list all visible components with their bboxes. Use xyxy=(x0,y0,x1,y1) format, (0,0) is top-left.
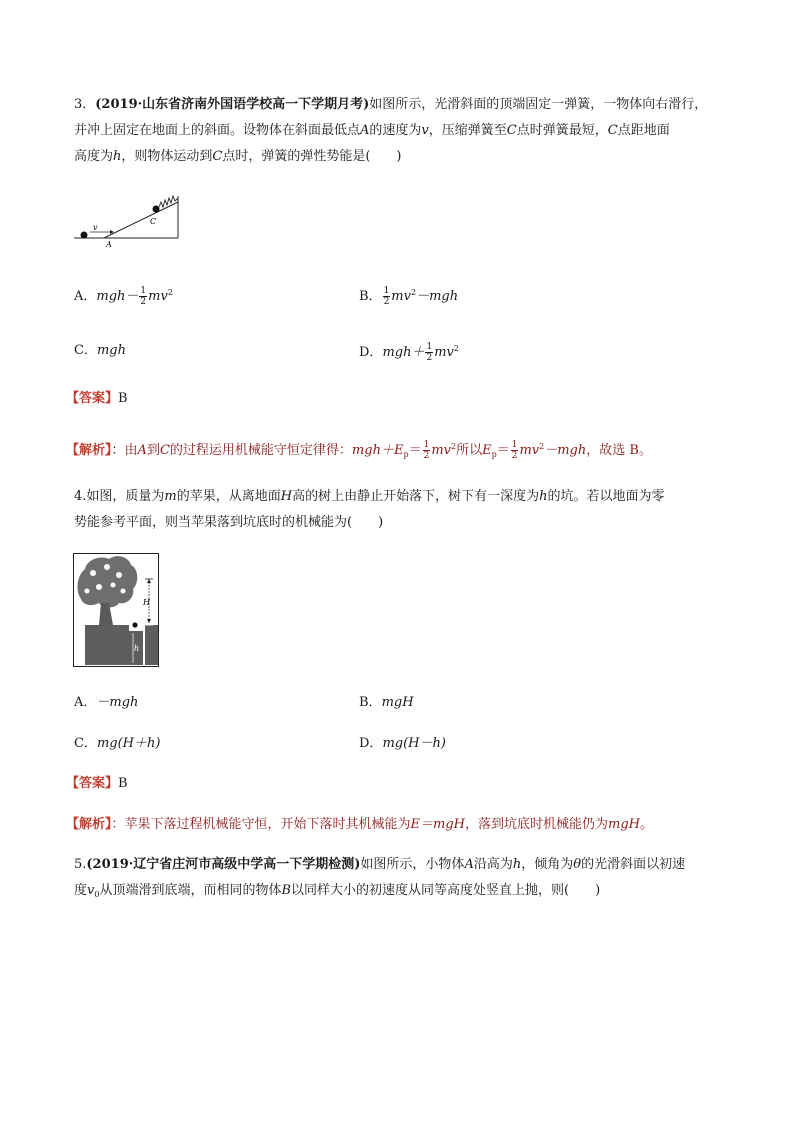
q3-line-2: 并冲上固定在地面上的斜面。设物体在斜面最低点A的速度为v，压缩弹簧至C点时弹簧最短，C点距地面 xyxy=(74,123,670,138)
q5-line-1: 5.(2019·辽宁省庄河市高级中学高一下学期检测)如图所示，小物体A沿高为h，倾角为θ的光滑斜面以初速 xyxy=(74,857,686,872)
q3-option-d: D．mgh＋ $\frac{1}{2}$ $mv^2$ xyxy=(359,342,459,363)
q4-option-d: D．mg(H－h) xyxy=(359,736,446,751)
svg-text:h: h xyxy=(134,644,140,653)
svg-text:C: C xyxy=(150,217,157,226)
q3-option-c: C．mgh xyxy=(74,343,126,358)
q3-option-b: B． $\frac{1}{2}$ $mv^2-mgh$ xyxy=(359,286,459,307)
q3-analysis: 【解析】：由A到C的过程运用机械能守恒定律得：$mgh+E_p=$ $\frac{1}{2}$ $mv^2$所以$E_p=$ $\frac{1}{2}$ $mv^2-mgh$，故选 B。 xyxy=(66,440,652,461)
question-number: 5. xyxy=(74,857,87,872)
incline-spring-figure xyxy=(74,192,186,248)
apple-tree-figure xyxy=(73,553,159,667)
svg-text:v: v xyxy=(93,223,98,232)
q4-option-c: C．mg(H＋h) xyxy=(74,736,161,751)
q3-line-1: 3．(2019·山东省济南外国语学校高一下学期月考)如图所示，光滑斜面的顶端固定一弹簧，一物体向右滑行， xyxy=(74,97,708,112)
q4-analysis: 【解析】：苹果下落过程机械能守恒，开始下落时其机械能为E＝mgH，落到坑底时机械能仍为mgH。 xyxy=(66,817,654,832)
q4-option-a: A．－mgh xyxy=(74,695,139,710)
svg-text:A: A xyxy=(106,240,112,248)
q3-answer: 【答案】B xyxy=(66,391,128,406)
q3-line-3: 高度为h，则物体运动到C点时，弹簧的弹性势能是( ) xyxy=(74,149,402,164)
q4-option-b: B．mgH xyxy=(359,695,414,710)
q3-option-a: A．mgh－ $\frac{1}{2}$ $mv^2$ xyxy=(74,286,173,307)
question-source: (2019·辽宁省庄河市高级中学高一下学期检测) xyxy=(86,857,361,872)
q4-answer: 【答案】B xyxy=(66,776,128,791)
q5-line-2: 度$v_0$从顶端滑到底端，而相同的物体B以同样大小的初速度从同等高度处竖直上抛，则( ) xyxy=(74,883,601,899)
q4-line-1: 4.如图，质量为m的苹果，从离地面H高的树上由静止开始落下，树下有一深度为h的坑。若以地面为零 xyxy=(74,489,665,504)
svg-text:H: H xyxy=(143,598,150,607)
question-number: 4. xyxy=(74,489,87,504)
q4-line-2: 势能参考平面，则当苹果落到坑底时的机械能为( ) xyxy=(74,515,384,530)
question-number: 3． xyxy=(74,97,96,112)
question-source: (2019·山东省济南外国语学校高一下学期月考) xyxy=(95,97,370,112)
